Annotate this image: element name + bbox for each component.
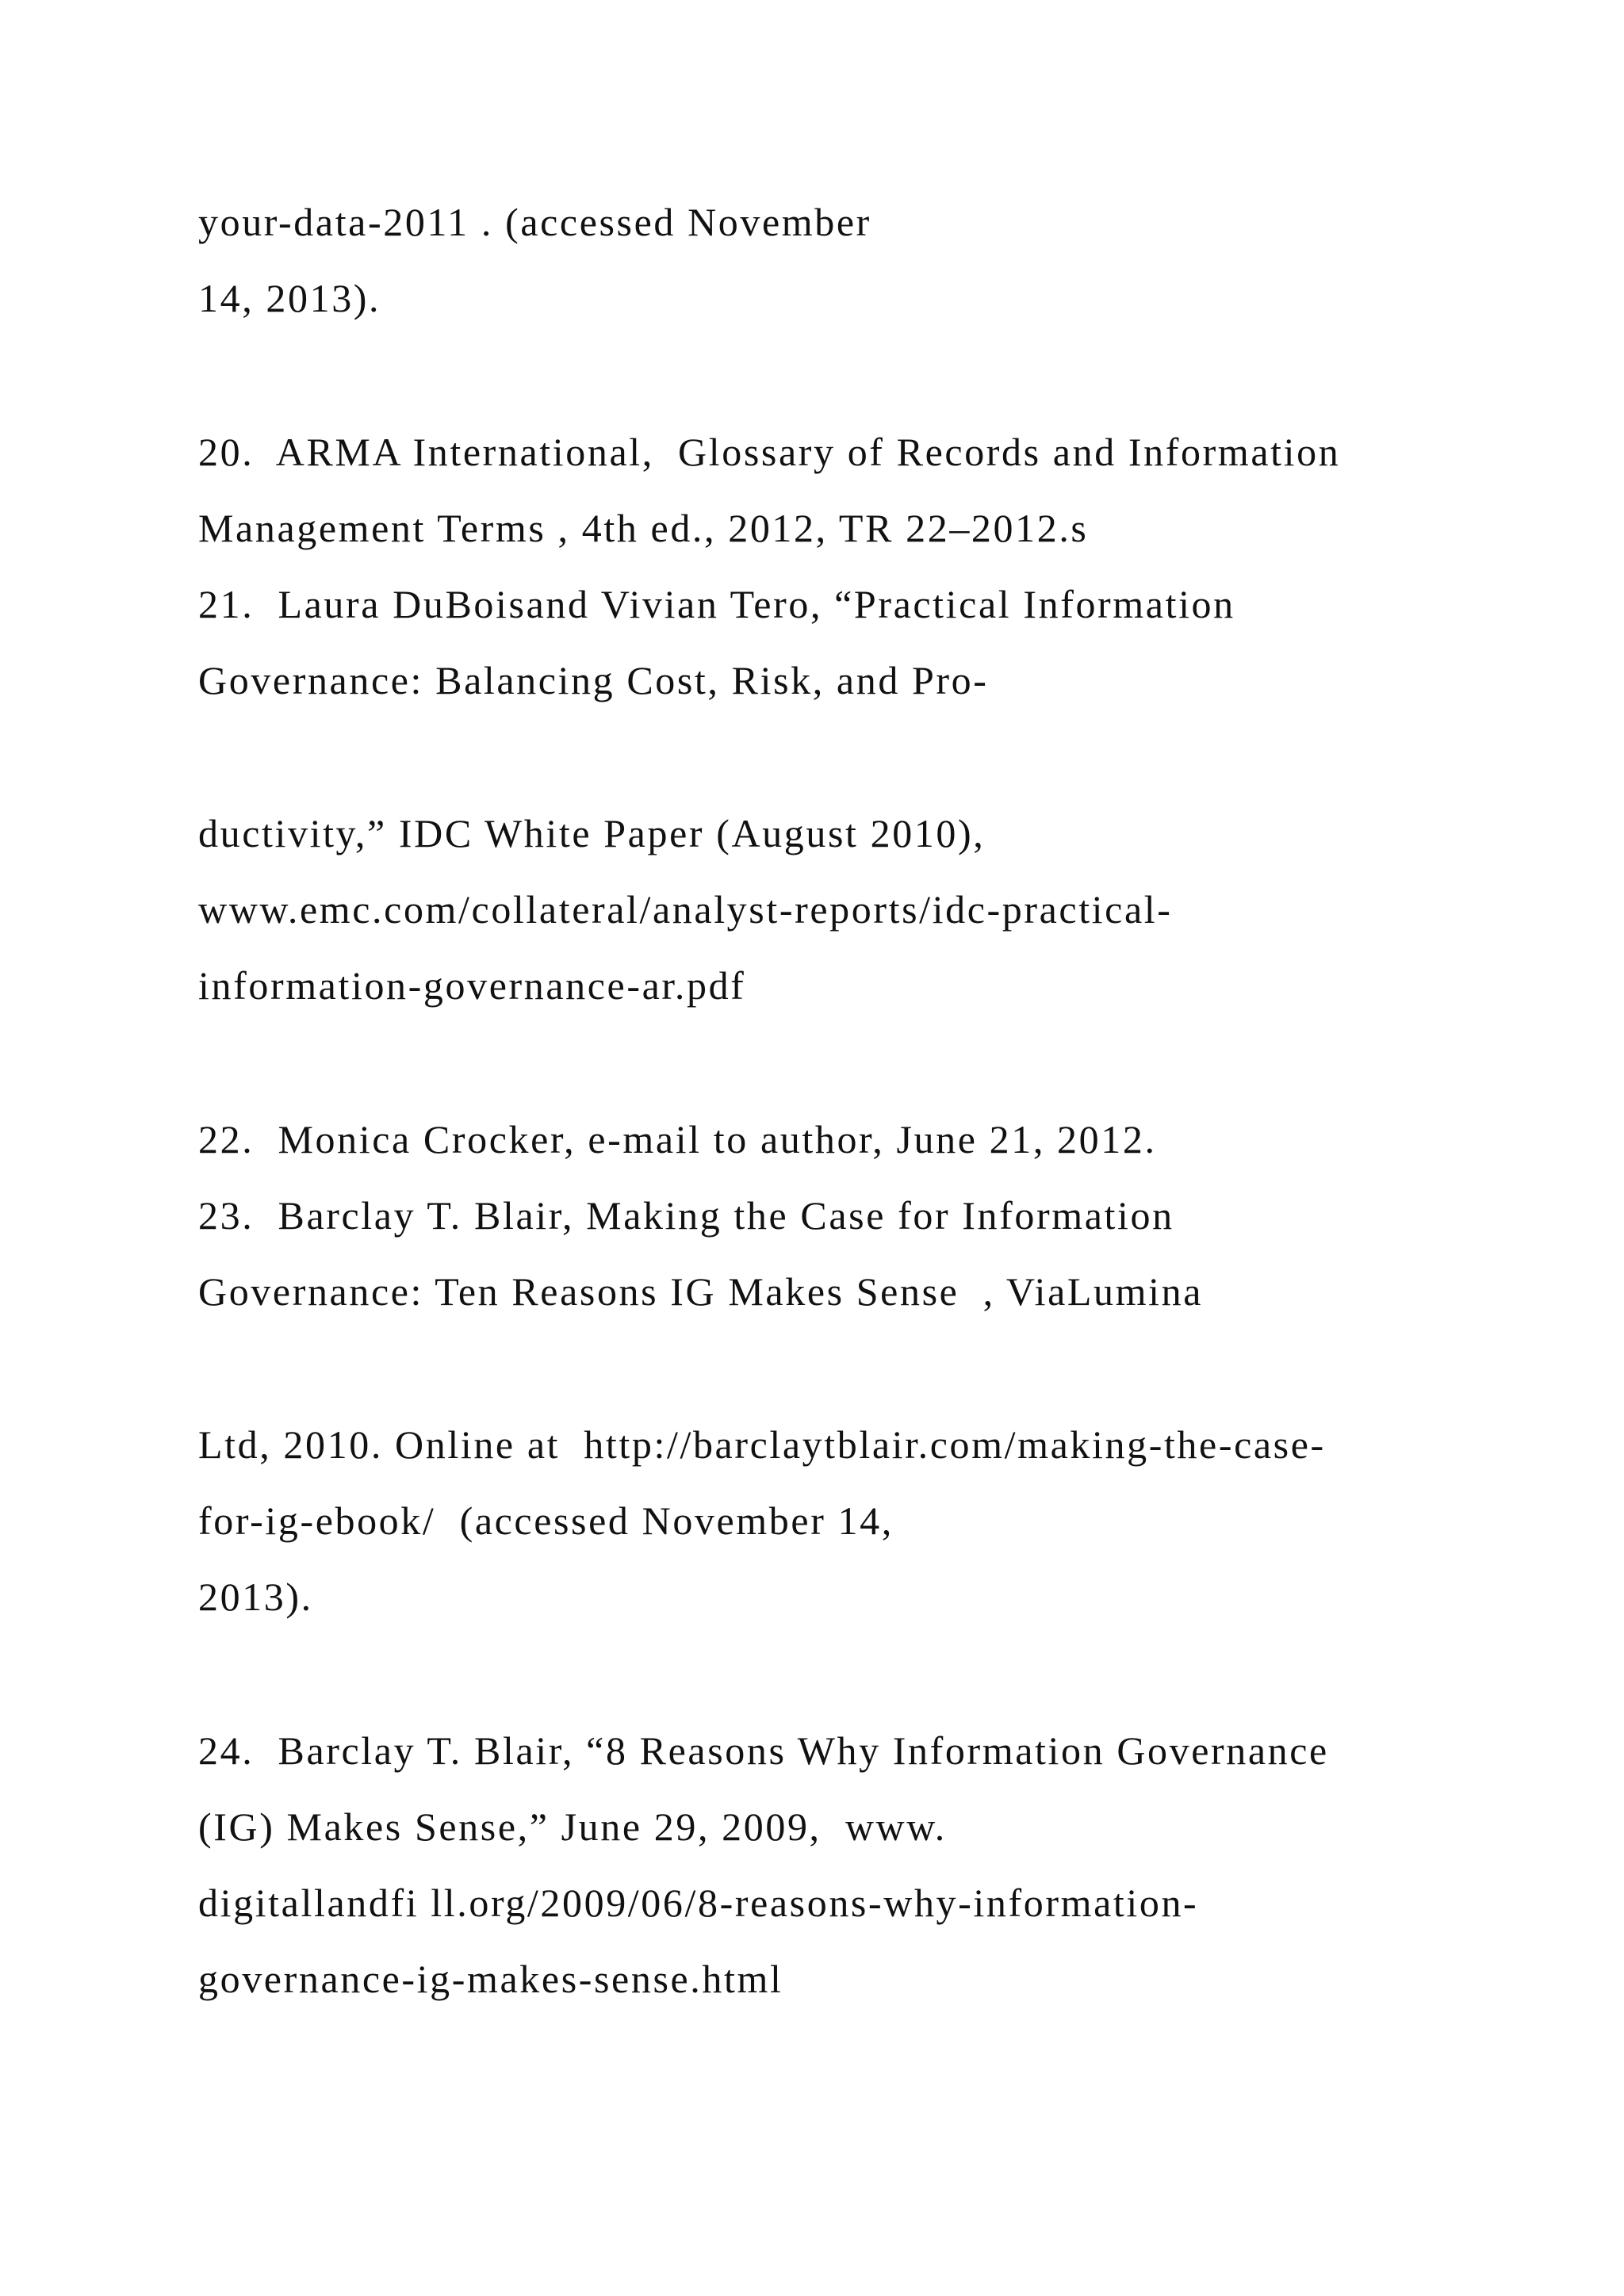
note-24-line-4: governance-ig-makes-sense.html	[198, 1957, 783, 2001]
note-20-line-2: Management Terms , 4th ed., 2012, TR 22–2012.s	[198, 506, 1089, 550]
note-21-line-1: 21. Laura DuBoisand Vivian Tero, “Practical Information	[198, 582, 1235, 626]
text-line-2: 14, 2013).	[198, 276, 381, 320]
note-24-line-3: digitallandfi ll.org/2009/06/8-reasons-why-information-	[198, 1881, 1199, 1925]
note-20-line-1: 20. ARMA International, Glossary of Records and Information	[198, 430, 1341, 474]
note-21-line-5: information-governance-ar.pdf	[198, 963, 746, 1008]
note-21-line-4: www.emc.com/collateral/analyst-reports/idc-practical-	[198, 887, 1173, 932]
note-24-line-2: (IG) Makes Sense,” June 29, 2009, www.	[198, 1804, 947, 1849]
note-23-line-2: Governance: Ten Reasons IG Makes Sense , ViaLumina	[198, 1269, 1204, 1314]
note-23-line-5: 2013).	[198, 1575, 313, 1619]
note-23-line-1: 23. Barclay T. Blair, Making the Case for Information	[198, 1193, 1174, 1238]
note-22-line-1: 22. Monica Crocker, e-mail to author, June 21, 2012.	[198, 1117, 1157, 1161]
note-21-line-2: Governance: Balancing Cost, Risk, and Pro-	[198, 658, 989, 702]
note-24-line-1: 24. Barclay T. Blair, “8 Reasons Why Information Governance	[198, 1728, 1329, 1773]
note-23-line-4: for-ig-ebook/ (accessed November 14,	[198, 1498, 894, 1543]
text-line-1: your-data-2011 . (accessed November	[198, 200, 871, 244]
note-23-line-3: Ltd, 2010. Online at http://barclaytblair.com/making-the-case-	[198, 1422, 1326, 1467]
note-21-line-3: ductivity,” IDC White Paper (August 2010),	[198, 811, 986, 855]
